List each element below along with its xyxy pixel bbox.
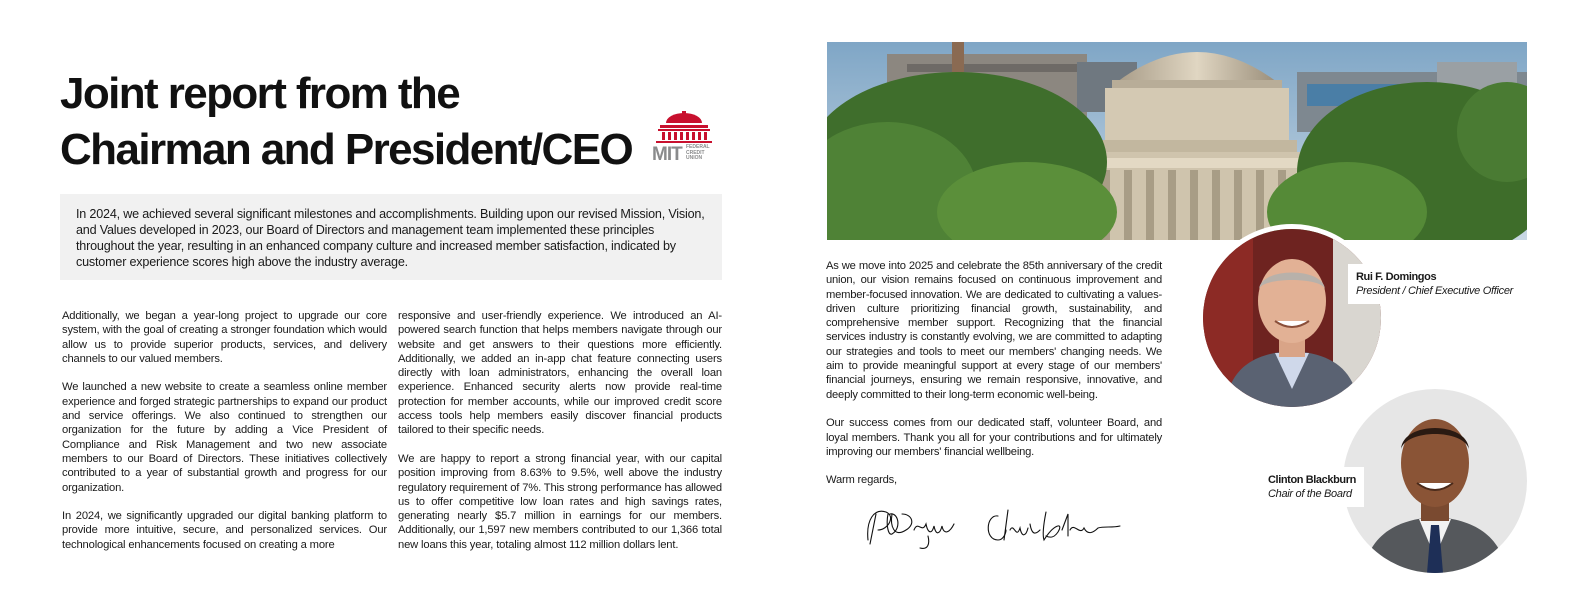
paragraph: In 2024, we significantly upgraded our digital banking platform to provide more intuitive, secure, and personalized services. Our technological enhancements focused on creating a more (62, 510, 387, 551)
paragraph: responsive and user-friendly experience. We introduced an AI-powered search function that helps members navigate through our website and get answers to their questions more efficiently. Additionally, we added an in-app chat feature connecting users directly with loan administrators, enhancing the overall loan experience. Enhanced security alerts now provide real-time protection for member accounts, while our improved credit score access tools help members easily discover financial products tailored to their specific needs. (398, 310, 722, 437)
logo-subtext: FEDERAL CREDIT UNION (686, 144, 710, 161)
mit-fcu-logo (652, 110, 716, 166)
body-column-1 (62, 309, 387, 566)
chair-role: Chair of the Board (1268, 488, 1352, 500)
intro-callout: In 2024, we achieved several significant milestones and accomplishments. Building upon our revised Mission, Vision, and Values developed in 2023, our Board of Directors and management team implemented these principles throughout the year, resulting in an enhanced company culture and increased member satisfaction, indicated by customer experience scores high above the industry average. (60, 194, 722, 280)
chair-name: Clinton Blackburn (1268, 474, 1356, 486)
title-line-2: Chairman and President/CEO (60, 125, 633, 174)
handwritten-signatures (858, 500, 1128, 558)
logo-mit-text: MIT (652, 144, 682, 165)
ceo-portrait-photo (1198, 224, 1386, 412)
title-line-1: Joint report from the (60, 69, 460, 118)
page-title (60, 66, 660, 178)
paragraph: We are happy to report a strong financial year, with our capital position improving from 8.63% to 9.5%, well above the industry regulatory requirement of 7%. This strong performance has allowed us to offer competitive low loan rates and high savings rates, generating nearly $5.7 million in earnings for our members. Additionally, our 1,597 new members contributed to our 1,366 total new loans this year, totaling almost 112 million dollars lent. (398, 452, 722, 551)
paragraph: Our success comes from our dedicated staff, volunteer Board, and loyal members. Thank you all for your contributions and for ultimately improving our members' financial wellbeing. (826, 417, 1162, 458)
paragraph: Additionally, we began a year-long project to upgrade our core system, with the goal of creating a stronger foundation which would allow us to provide superior products, services, and delivery channels to our valued members. (62, 310, 387, 365)
paragraph: As we move into 2025 and celebrate the 85th anniversary of the credit union, our vision remains focused on continuous improvement and member-focused innovation. We are dedicated to cultivating a values-driven culture prioritizing financial growth, sustainability, and comprehensive member support. Recognizing that the financial services industry is constantly evolving, we are committed to adapting our strategies and tools to meet our members' changing needs. We aim to provide meaningful support at every stage of our members' financial journeys, ensuring we remain responsive, innovative, and deeply committed to their long-term economic well-being. (826, 260, 1162, 401)
body-column-2 (398, 309, 722, 566)
ceo-role: President / Chief Executive Officer (1356, 285, 1514, 297)
closing: Warm regards, (826, 474, 897, 487)
ceo-name: Rui F. Domingos (1356, 271, 1437, 283)
body-column-3 (826, 259, 1162, 502)
campus-dome-photo (827, 42, 1527, 240)
chair-portrait-photo (1340, 386, 1530, 576)
ceo-name-tag (1348, 264, 1521, 304)
dome-icon (652, 110, 716, 144)
signatures (858, 500, 1128, 558)
chair-name-tag (1260, 467, 1364, 507)
paragraph: We launched a new website to create a seamless online member experience and forged strategic partnerships to expand our product and service offerings. We also continued to strengthen our organization for the future by adding a Vice President of Compliance and Risk Management and two new associate members to our Board of Directors. These initiatives collectively contributed to a year of substantial growth and progress for our organization. (62, 381, 387, 494)
